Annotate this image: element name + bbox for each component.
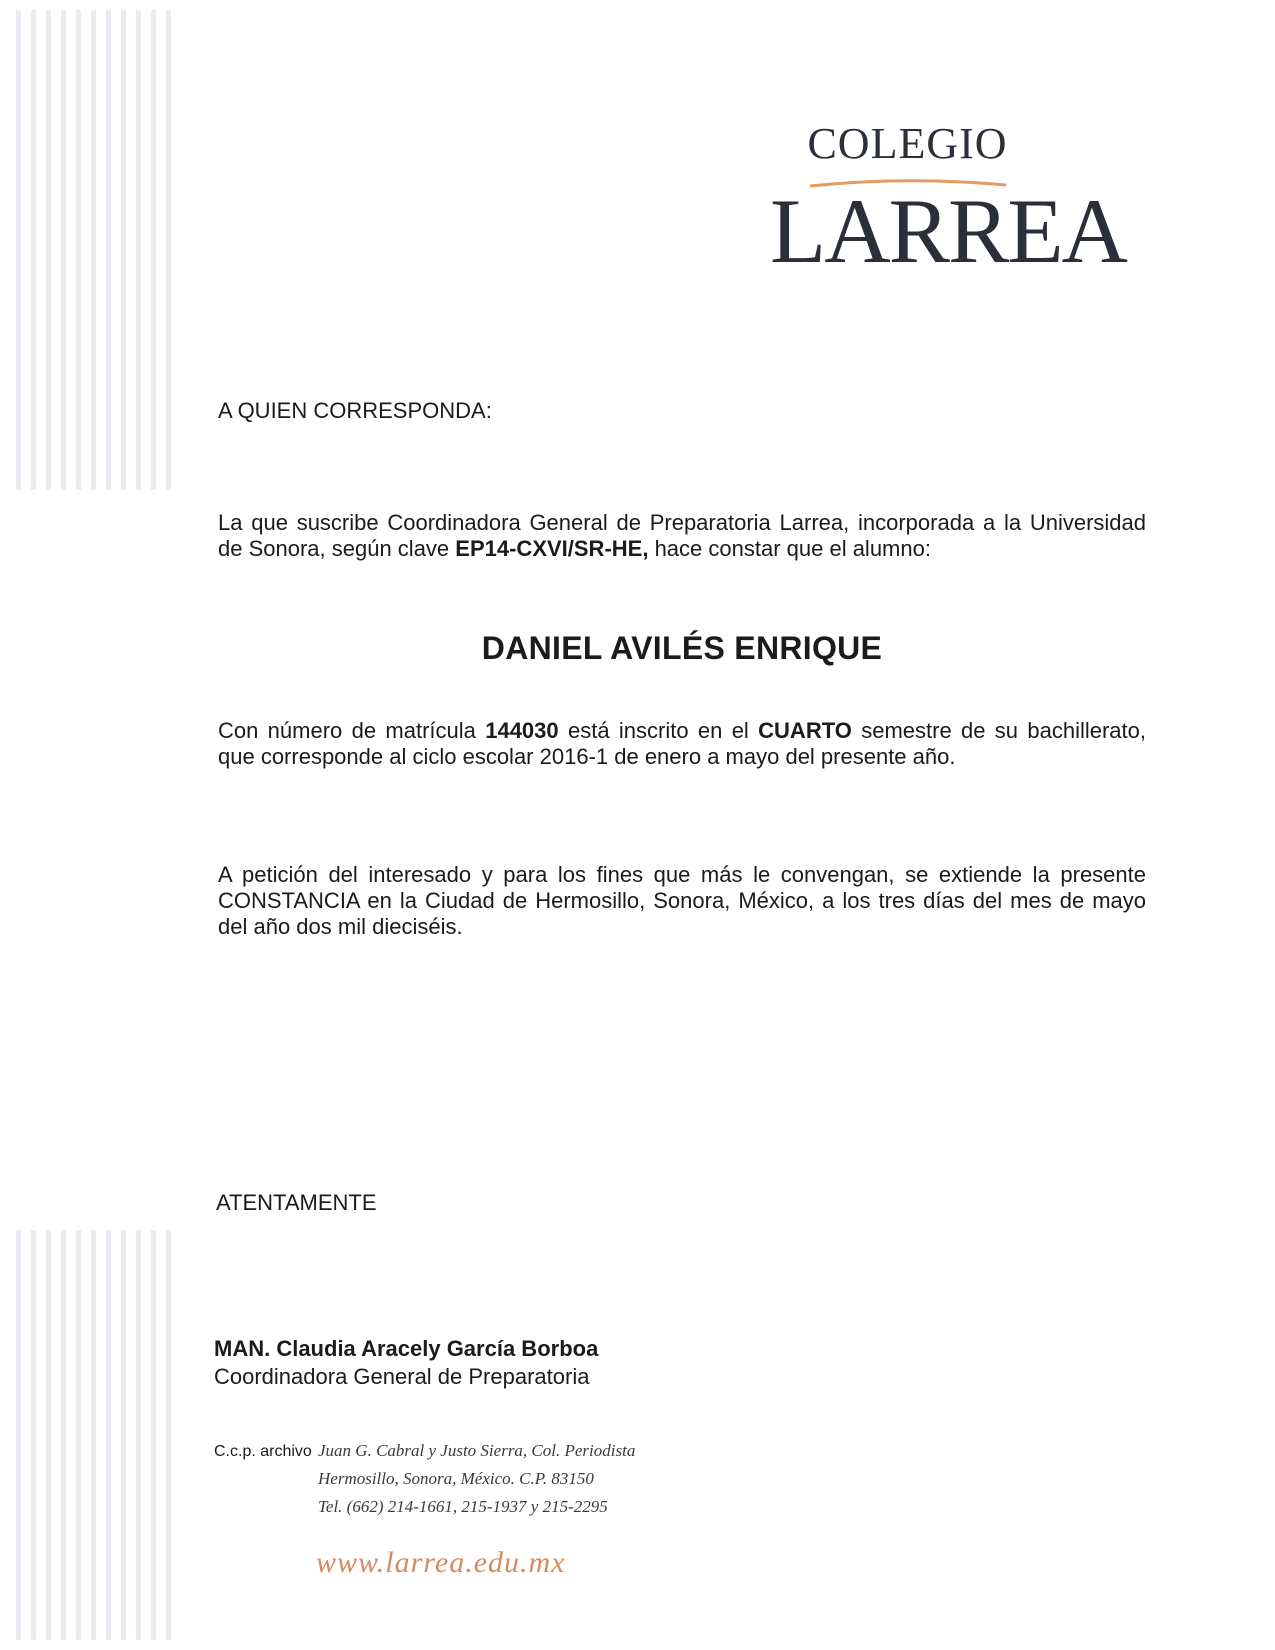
address-line-1: Juan G. Cabral y Justo Sierra, Col. Periodista [318,1441,636,1460]
logo-top-text: COLEGIO [807,119,1008,168]
school-logo [770,118,1126,282]
school-address [318,1437,698,1521]
signer-title: Coordinadora General de Preparatoria [214,1364,590,1389]
address-line-2: Hermosillo, Sonora, México. C.P. 83150 [318,1469,594,1488]
matricula-number: 144030 [485,718,559,743]
student-name: DANIEL AVILÉS ENRIQUE [481,630,883,666]
semester: CUARTO [758,718,852,743]
paragraph-intro: La que suscribe Coordinadora General de Preparatoria Larrea, incorporada a la Universidad de Sonora, según clave EP14-CXVI/SR-HE, hace constar que el alumno: [218,510,1146,561]
address-phone: Tel. (662) 214-1661, 215-1937 y 215-2295 [318,1497,608,1516]
closing: ATENTAMENTE [216,1190,377,1215]
decorative-stripes-top [16,10,176,490]
decorative-stripes-bottom [16,1230,176,1640]
salutation: A QUIEN CORRESPONDA: [218,398,492,423]
paragraph-enrollment: Con número de matrícula 144030 está inscrito en el CUARTO semestre de su bachillerato, que corresponde al ciclo escolar 2016-1 de enero a mayo del presente año. [218,718,1146,769]
signer-name: MAN. Claudia Aracely García Borboa [214,1336,599,1361]
website-link[interactable]: www.larrea.edu.mx [316,1546,566,1579]
ccp-archivo: C.c.p. archivo [214,1443,312,1460]
logo-main-text: LARREA [770,180,1126,282]
school-clave: EP14-CXVI/SR-HE, [455,536,649,561]
paragraph-constancia: A petición del interesado y para los fines que más le convengan, se extiende la presente CONSTANCIA en la Ciudad de Hermosillo, Sonora, México, a los tres días del mes de mayo del año dos mil dieciséis. [218,862,1146,939]
